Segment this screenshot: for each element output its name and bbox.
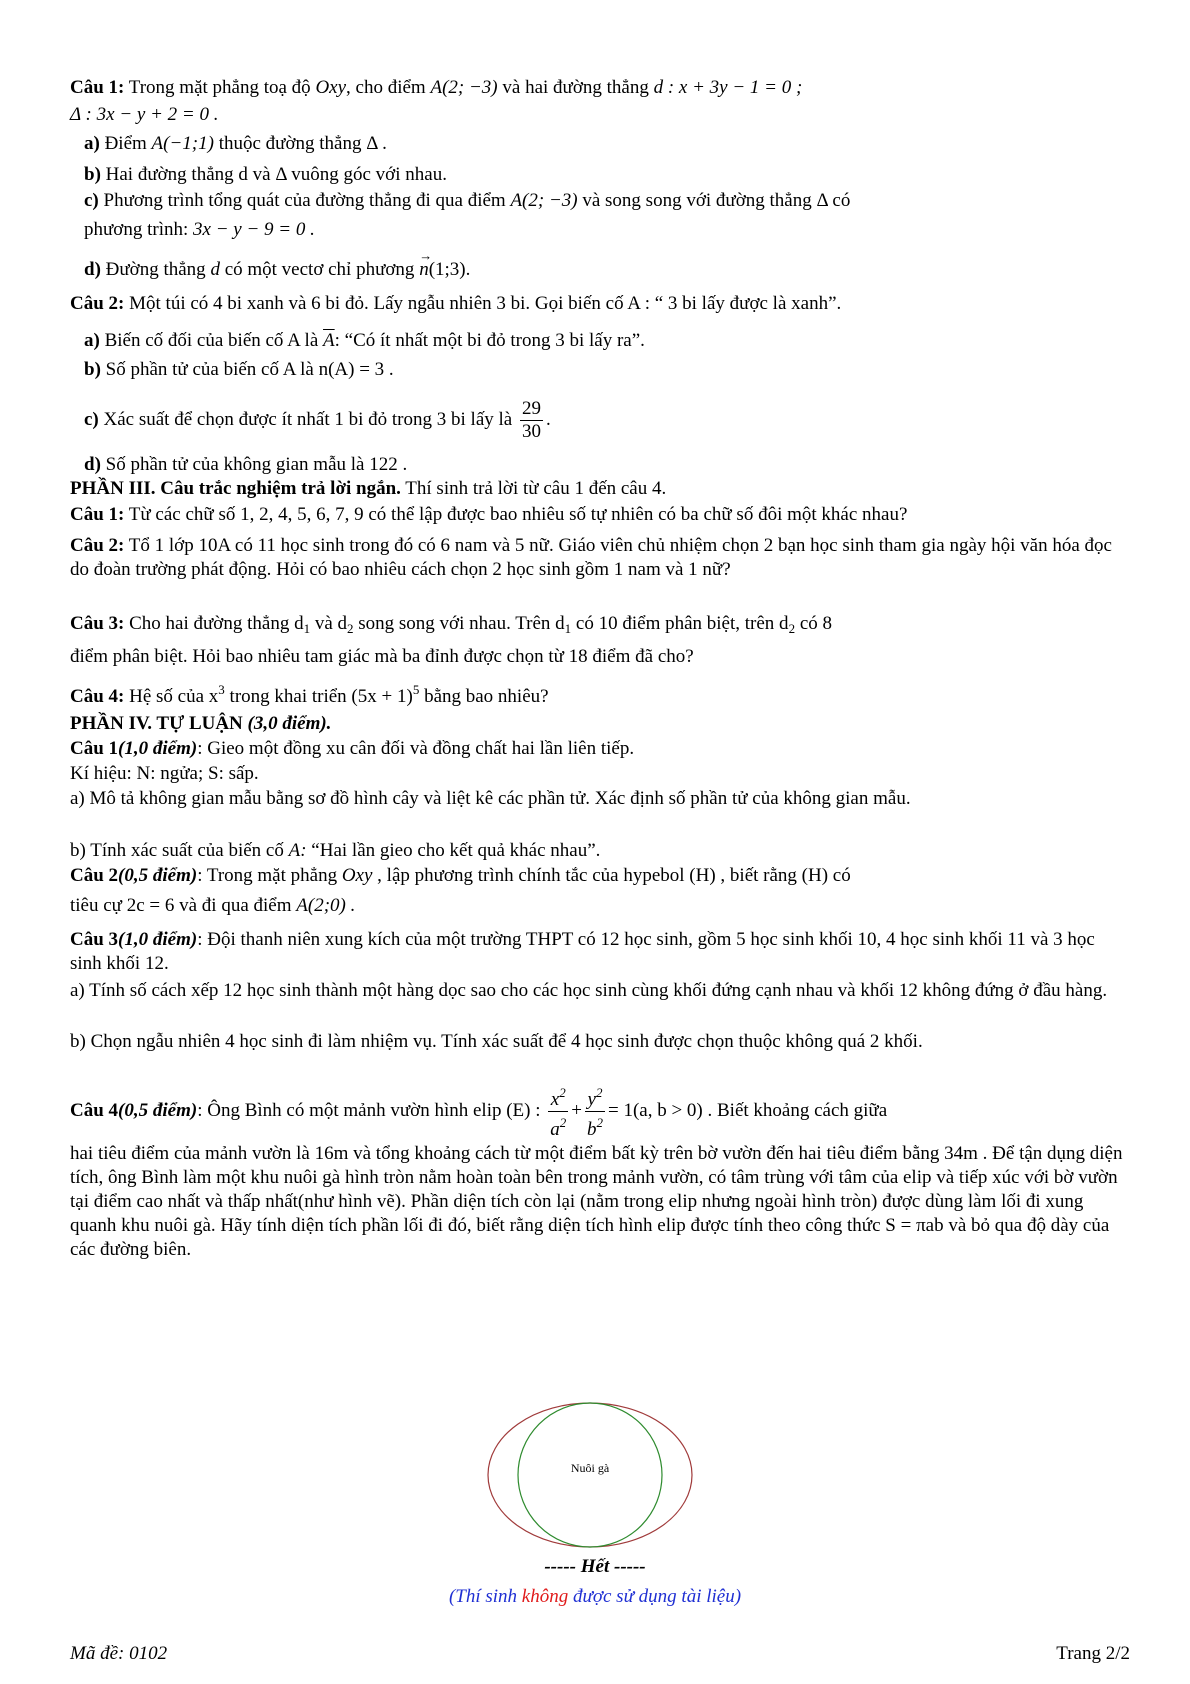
part4-heading: PHẦN IV. TỰ LUẬN (3,0 điểm). xyxy=(70,713,332,734)
p4-q1-b: b) Tính xác suất của biến cố A: “Hai lần gieo cho kết quả khác nhau”. xyxy=(70,840,601,861)
fraction: $\frac{y^2}{b^2}$ xyxy=(585,1082,605,1141)
p4-q4-cont: hai tiêu điểm của mảnh vườn là 16m và tổng khoảng cách từ một điểm bất kỳ trên bờ vườn đến hai tiêu điểm bằng 34m . Để tận dụng diện tích, ông Bình làm một khu nuôi gà hình tròn nằm hoàn toàn bên trong mảnh vườn, có tâm trùng với tâm của elip và tiếp xúc với bờ vườn tại điểm cao nhất và thấp nhất(như hình vẽ). Phần diện tích còn lại (nằm trong elip nhưng ngoài hình tròn) được dùng làm lối đi xung quanh khu nuôi gà. Hãy tính diện tích phần lối đi đó, biết rằng diện tích hình elip được tính theo công thức S = πab và bỏ qua độ dày của các đường biên. xyxy=(70,1143,1123,1260)
p4-q3-a: a) Tính số cách xếp 12 học sinh thành một hàng dọc sao cho các học sinh cùng khối đứng cạnh nhau và khối 12 không đứng ở đầu hàng. xyxy=(70,980,1108,1001)
q1-stem-line1: Câu 1: Trong mặt phẳng toạ độ Oxy, cho điểm A(2; −3) và hai đường thẳng d : x + 3y − 1 = 0 ; xyxy=(70,77,803,98)
p4-q3: Câu 3(1,0 điểm): Đội thanh niên xung kích của một trường THPT có 12 học sinh, gồm 5 học sinh khối 10, 4 học sinh khối 11 và 3 học sinh khối 12. xyxy=(70,929,1095,974)
q1-option-c-cont: phương trình: 3x − y − 9 = 0 . xyxy=(84,219,315,240)
fraction: $\frac{x^2}{a^2}$ xyxy=(548,1082,568,1141)
p4-q1-a: a) Mô tả không gian mẫu bằng sơ đồ hình cây và liệt kê các phần tử. Xác định số phần tử của không gian mẫu. xyxy=(70,788,911,809)
q1-option-d: d) Đường thẳng d có một vectơ chỉ phương → n(1;3). xyxy=(84,258,1144,282)
p3-q3: Câu 3: Cho hai đường thẳng $d_1$ và $d_2$ song song với nhau. Trên $d_1$ có 10 điểm phân biệt, trên $d_2$ có 8 xyxy=(70,613,832,636)
part3-heading: PHẦN III. Câu trắc nghiệm trả lời ngắn. Thí sinh trả lời từ câu 1 đến câu 4. xyxy=(70,478,667,499)
end-note: (Thí sinh không được sử dụng tài liệu) xyxy=(448,1586,742,1607)
ellipse-circle-figure xyxy=(480,1400,700,1550)
p3-q2: Câu 2: Tổ 1 lớp 10A có 11 học sinh trong đó có 6 nam và 5 nữ. Giáo viên chủ nhiệm chọn 2 bạn học sinh tham gia ngày hội văn hóa đọc do đoàn trường phát động. Hỏi có bao nhiêu cách chọn 2 học sinh gồm 1 nam và 1 nữ? xyxy=(70,535,1112,580)
p4-q1-symbols: Kí hiệu: N: ngửa; S: sấp. xyxy=(70,763,259,784)
end-marker: ----- Hết ----- xyxy=(544,1556,646,1577)
p3-q3-cont: điểm phân biệt. Hỏi bao nhiêu tam giác mà ba đỉnh được chọn từ 18 điểm đã cho? xyxy=(70,646,694,667)
question-label: Câu 2: xyxy=(70,293,125,314)
p3-q4: Câu 4: Hệ số của $x^3$ trong khai triển $(5x + 1)^5$ bằng bao nhiêu? xyxy=(70,682,549,707)
figure-label: Nuôi gà xyxy=(570,1461,610,1475)
p4-q2: Câu 2(0,5 điểm): Trong mặt phẳng Oxy , lập phương trình chính tắc của hypebol (H) , biết rằng (H) có xyxy=(70,865,851,886)
q2-option-c: c) Xác suất để chọn được ít nhất 1 bi đỏ trong 3 bi lấy là $\frac{29}{30}$ . xyxy=(84,398,551,443)
p4-q3-b: b) Chọn ngẫu nhiên 4 học sinh đi làm nhiệm vụ. Tính xác suất để 4 học sinh được chọn thuộc không quá 2 khối. xyxy=(70,1031,923,1052)
section-title: PHẦN IV. TỰ LUẬN xyxy=(70,713,248,734)
section-title: PHẦN III. Câu trắc nghiệm trả lời ngắn. xyxy=(70,478,401,499)
q2-option-b: b) Số phần tử của biến cố A là n(A) = 3 . xyxy=(84,359,394,380)
exam-code: Mã đề: 0102 xyxy=(70,1643,168,1664)
q1-option-a: a) Điểm A(−1;1) thuộc đường thẳng Δ . xyxy=(84,133,387,154)
question-label: Câu 1: xyxy=(70,77,125,98)
p3-q1: Câu 1: Từ các chữ số 1, 2, 4, 5, 6, 7, 9 có thể lập được bao nhiêu số tự nhiên có ba chữ số đôi một khác nhau? xyxy=(70,504,908,525)
page-number: Trang 2/2 xyxy=(1056,1643,1130,1664)
q1-option-c: c) Phương trình tổng quát của đường thẳng đi qua điểm A(2; −3) và song song với đường thẳng Δ có xyxy=(84,190,851,211)
p4-q1: Câu 1(1,0 điểm): Gieo một đồng xu cân đối và đồng chất hai lần liên tiếp. xyxy=(70,738,635,759)
q1-option-b: b) Hai đường thẳng d và Δ vuông góc với nhau. xyxy=(84,164,447,185)
q2-option-a: a) Biến cố đối của biến cố A là $\overline{A}$: “Có ít nhất một bi đỏ trong 3 bi lấy ra”. xyxy=(84,330,645,351)
q2-stem: Câu 2: Một túi có 4 bi xanh và 6 bi đỏ. Lấy ngẫu nhiên 3 bi. Gọi biến cố A : “ 3 bi lấy được là xanh”. xyxy=(70,293,842,314)
chicken-coop-circle xyxy=(518,1403,662,1547)
fraction: $\frac{29}{30}$ xyxy=(521,398,541,443)
p4-q2-cont: tiêu cự 2c = 6 và đi qua điểm A(2;0) . xyxy=(70,895,356,916)
q1-stem-line2: Δ : 3x − y + 2 = 0 . xyxy=(70,104,219,125)
q2-option-d: d) Số phần tử của không gian mẫu là 122 . xyxy=(84,454,408,475)
p4-q4: Câu 4(0,5 điểm): Ông Bình có một mảnh vườn hình elip (E) : $\frac{x^2}{a^2}$ + $\frac{y^2}{b^2}$ = 1(a, b > 0) . Biết khoảng cách giữa xyxy=(70,1082,1130,1136)
